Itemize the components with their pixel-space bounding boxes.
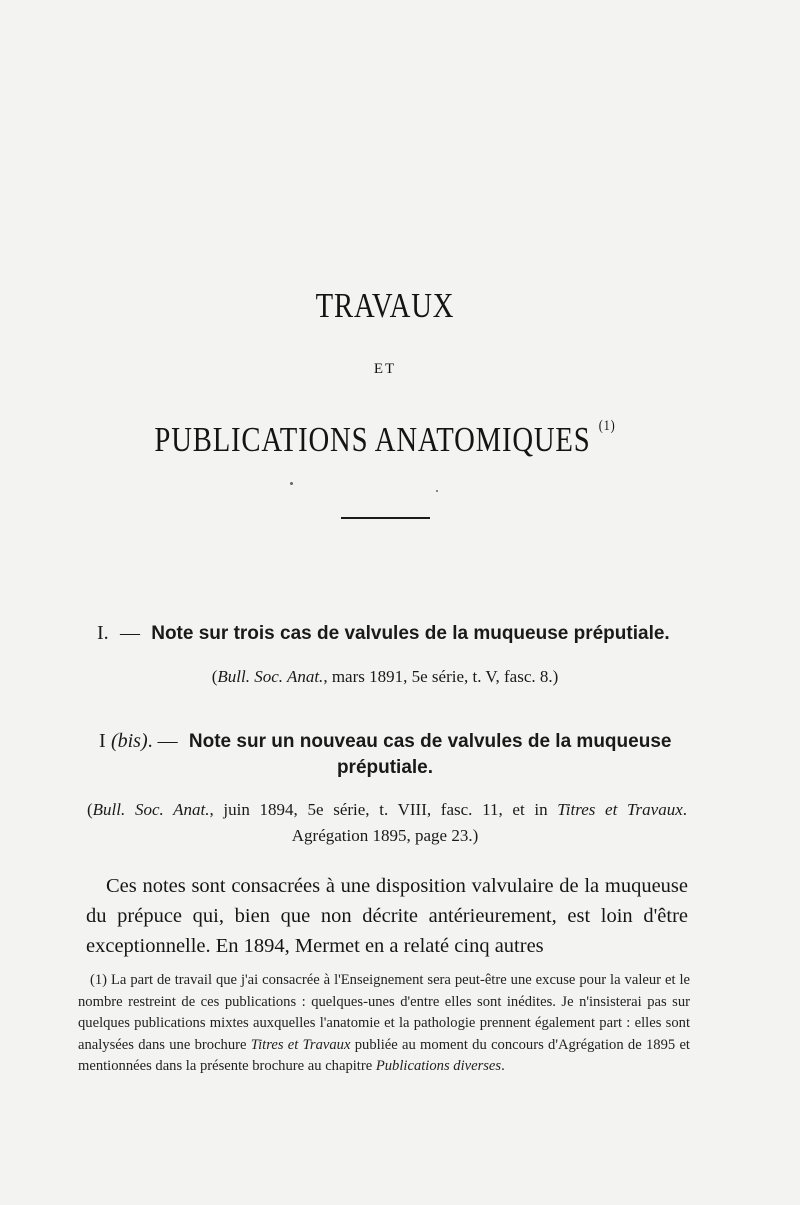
print-speck	[436, 490, 438, 492]
entry-title-text: Note sur un nouveau cas de valvules de la muqueuse	[188, 731, 672, 752]
entry-title-2-continued: préputiale.	[336, 757, 434, 778]
entry-reference-2	[87, 800, 687, 820]
entry-reference-2-continued: Agrégation 1895, page 23.)	[291, 826, 479, 845]
page-title: TRAVAUX	[315, 286, 455, 325]
journal-name: Bull. Soc. Anat.	[217, 667, 324, 686]
entry-title-text: Note sur trois cas de valvules de la muqueuse préputiale.	[151, 623, 670, 644]
footnote	[78, 970, 690, 1078]
footnote-text: La part de travail que j'ai consacrée à l'Enseignement sera peut-être une excuse pour la valeur et le nombre restreint de ces publications : quelques-unes d'entre elles sont inédites. Je n'insisterai pas sur quelques publications mixtes auxquelles l'anatomie et la pathologie prennent également part : elles sont analysées dans une brochure	[78, 972, 690, 1053]
ref-details: , mars 1891, 5e série, t. V, fasc. 8.)	[323, 667, 559, 686]
footnote-work-title: Titres et Travaux	[250, 1036, 351, 1053]
footnote-marker: (1)	[90, 972, 108, 988]
page-subtitle	[69, 420, 700, 460]
entry-dash: . —	[147, 730, 178, 752]
footnote-text: .	[501, 1058, 505, 1074]
entry-dash: —	[119, 622, 140, 644]
ref-open-paren: (	[87, 800, 93, 819]
entry-number-suffix: (bis)	[110, 730, 148, 752]
title-divider	[341, 517, 430, 519]
title-conjunction: ET	[373, 361, 397, 377]
entry-title-2	[99, 730, 671, 753]
footnote-chapter-title: Publications diverses	[375, 1058, 502, 1074]
ref-open-paren: (	[211, 667, 218, 686]
subtitle-text: PUBLICATIONS ANATOMIQUES	[154, 420, 591, 459]
entry-reference-1	[0, 667, 770, 687]
work-title: Titres et Travaux	[557, 800, 683, 819]
ref-end: .	[682, 800, 687, 819]
print-speck	[290, 482, 293, 485]
entry-title-1	[97, 622, 670, 645]
footnote-text: publiée au moment du concours d'Agrégation de 1895 et mentionnées dans la présente brochure au chapitre	[78, 1036, 690, 1074]
ref-details: , juin 1894, 5e série, t. VIII, fasc. 11, et in	[209, 800, 558, 819]
footnote-reference-marker: (1)	[598, 418, 616, 435]
journal-name: Bull. Soc. Anat.	[92, 800, 210, 819]
entry-number: I.	[97, 622, 109, 644]
body-paragraph: Ces notes sont consacrées à une disposition valvulaire de la muqueuse du prépuce qui, bien que non décrite antérieurement, est loin d'être exceptionnelle. En 1894, Mermet en a relaté cinq autres	[86, 875, 688, 957]
entry-number: I	[99, 730, 106, 752]
